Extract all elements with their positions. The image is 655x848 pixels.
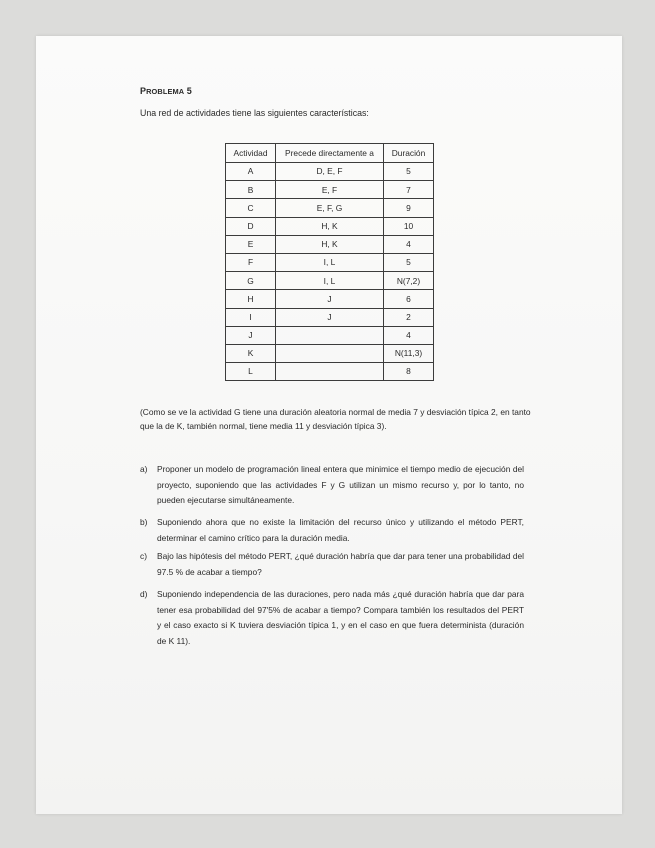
question-text: Suponiendo independencia de las duraciones, pero nada más ¿qué duración habría que dar para tener esa probabilidad del 97'5% de acabar a tiempo? Compara también los resultados del PERT y el caso exacto si K tuviera desviación típica 1, y en el caso en que fuera determinista (duración de K 11).: [157, 589, 524, 646]
cell-precedes: [276, 326, 384, 344]
cell-duration: 5: [384, 163, 434, 181]
question-text: Proponer un modelo de programación lineal entera que minimice el tiempo medio de ejecución del proyecto, suponiendo que las actividades F y G utilizan un mismo recurso y, por lo tanto, no pueden ejecutarse simultáneamente.: [157, 464, 524, 505]
cell-duration: 7: [384, 181, 434, 199]
cell-activity: H: [226, 290, 276, 308]
table-row: [226, 290, 434, 308]
table-row: [226, 363, 434, 381]
cell-activity: C: [226, 199, 276, 217]
question-d: [140, 587, 524, 649]
table-row: [226, 308, 434, 326]
table-row: [226, 199, 434, 217]
intro-text: Una red de actividades tiene las siguientes características:: [140, 108, 369, 118]
table-row: [226, 235, 434, 253]
header-precede: Precede directamente a: [276, 144, 384, 163]
cell-precedes: I, L: [276, 253, 384, 271]
cell-activity: B: [226, 181, 276, 199]
table-row: [226, 344, 434, 362]
note-text: (Como se ve la actividad G tiene una duración aleatoria normal de media 7 y desviación típica 2, en tanto que la de K, también normal, tiene media 11 y desviación típica 3).: [140, 407, 531, 431]
question-text: Suponiendo ahora que no existe la limitación del recurso único y utilizando el método PERT, determinar el camino crítico para la duración media.: [157, 517, 524, 543]
table-row: [226, 181, 434, 199]
problem-title: [140, 86, 192, 96]
table-row: [226, 272, 434, 290]
cell-precedes: [276, 363, 384, 381]
cell-activity: E: [226, 235, 276, 253]
cell-precedes: E, F: [276, 181, 384, 199]
table-row: [226, 326, 434, 344]
cell-precedes: H, K: [276, 217, 384, 235]
cell-duration: 8: [384, 363, 434, 381]
table-row: [226, 253, 434, 271]
table-row: [226, 217, 434, 235]
cell-activity: G: [226, 272, 276, 290]
document-page: [36, 36, 622, 814]
question-label: a): [140, 464, 148, 474]
cell-duration: 4: [384, 235, 434, 253]
cell-precedes: I, L: [276, 272, 384, 290]
activity-table: [225, 143, 434, 381]
cell-precedes: D, E, F: [276, 163, 384, 181]
cell-duration: 4: [384, 326, 434, 344]
cell-activity: L: [226, 363, 276, 381]
question-c: [140, 549, 524, 580]
header-duracion: Duración: [384, 144, 434, 163]
cell-duration: 2: [384, 308, 434, 326]
table-header-row: [226, 144, 434, 163]
cell-precedes: [276, 344, 384, 362]
cell-activity: D: [226, 217, 276, 235]
problem-title-word: ROBLEMA: [146, 87, 185, 96]
cell-duration: N(7,2): [384, 272, 434, 290]
cell-duration: 6: [384, 290, 434, 308]
cell-activity: I: [226, 308, 276, 326]
question-text: Bajo las hipótesis del método PERT, ¿qué duración habría que dar para tener una probabilidad del 97.5 % de acabar a tiempo?: [157, 551, 524, 577]
cell-precedes: E, F, G: [276, 199, 384, 217]
cell-activity: F: [226, 253, 276, 271]
question-label: b): [140, 517, 148, 527]
header-actividad: Actividad: [226, 144, 276, 163]
question-b: [140, 515, 524, 546]
cell-duration: 5: [384, 253, 434, 271]
question-label: d): [140, 589, 148, 599]
cell-duration: N(11,3): [384, 344, 434, 362]
question-a: [140, 462, 524, 509]
cell-precedes: J: [276, 308, 384, 326]
cell-duration: 10: [384, 217, 434, 235]
cell-activity: A: [226, 163, 276, 181]
cell-duration: 9: [384, 199, 434, 217]
cell-precedes: J: [276, 290, 384, 308]
cell-precedes: H, K: [276, 235, 384, 253]
cell-activity: J: [226, 326, 276, 344]
question-label: c): [140, 551, 147, 561]
problem-title-initial: P: [140, 86, 147, 96]
problem-title-number: 5: [186, 86, 192, 96]
cell-activity: K: [226, 344, 276, 362]
table-row: [226, 163, 434, 181]
